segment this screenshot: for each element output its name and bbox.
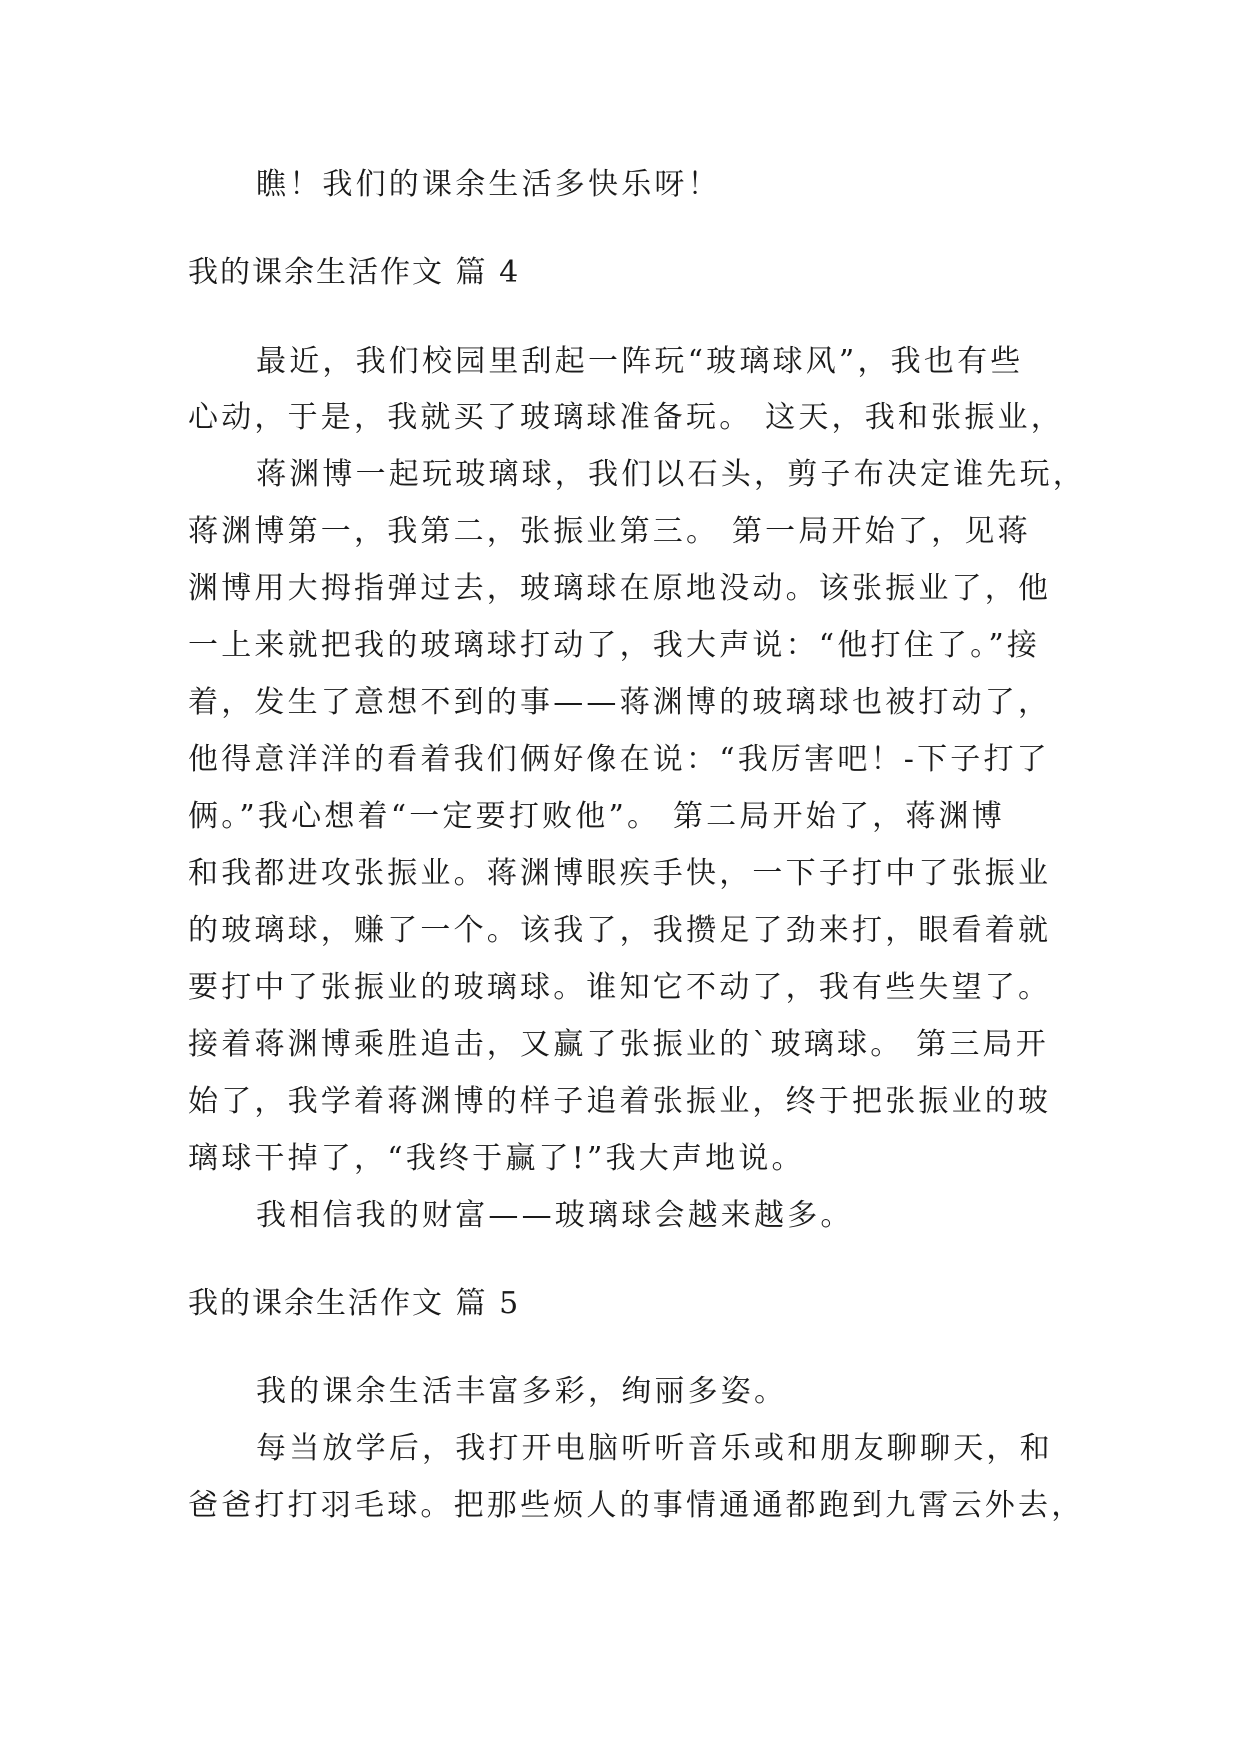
- text-line: 他得意洋洋的看着我们俩好像在说：“我厉害吧！-下子打了: [188, 742, 1050, 777]
- text-line: 每当放学后，我打开电脑听听音乐或和朋友聊聊天，和: [256, 1431, 1053, 1466]
- section-heading: 我的课余生活作文 篇 5: [188, 1286, 521, 1321]
- text-line: 最近，我们校园里刮起一阵玩“玻璃球风”，我也有些: [256, 344, 1024, 379]
- text-line: 始了，我学着蒋渊博的样子追着张振业，终于把张振业的玻: [188, 1084, 1052, 1119]
- text-line: 瞧！我们的课余生活多快乐呀！: [256, 167, 721, 202]
- text-line: 俩。”我心想着“一定要打败他”。 第二局开始了，蒋渊博: [188, 799, 1005, 834]
- text-line: 一上来就把我的玻璃球打动了，我大声说：“他打住了。”接: [188, 628, 1041, 663]
- text-line: 渊博用大拇指弹过去，玻璃球在原地没动。该张振业了，他: [188, 571, 1052, 606]
- text-line: 和我都进攻张振业。蒋渊博眼疾手快，一下子打中了张振业: [188, 856, 1052, 891]
- text-line: 我相信我的财富——玻璃球会越来越多。: [256, 1198, 854, 1233]
- text-line: 我的课余生活丰富多彩，绚丽多姿。: [256, 1374, 788, 1409]
- text-line: 璃球干掉了，“我终于赢了!”我大声地说。: [188, 1141, 805, 1176]
- text-line: 着，发生了意想不到的事——蒋渊博的玻璃球也被打动了，: [188, 685, 1052, 720]
- text-line: 蒋渊博一起玩玻璃球，我们以石头，剪子布决定谁先玩，: [256, 457, 1086, 492]
- text-line: 接着蒋渊博乘胜追击，又赢了张振业的`玻璃球。 第三局开: [188, 1027, 1049, 1062]
- text-line: 要打中了张振业的玻璃球。谁知它不动了，我有些失望了。: [188, 970, 1052, 1005]
- text-line: 的玻璃球，赚了一个。该我了，我攒足了劲来打，眼看着就: [188, 913, 1052, 948]
- text-line: 心动，于是，我就买了玻璃球准备玩。 这天，我和张振业，: [188, 400, 1064, 435]
- text-line: 蒋渊博第一，我第二，张振业第三。 第一局开始了，见蒋: [188, 514, 1031, 549]
- section-heading: 我的课余生活作文 篇 4: [188, 255, 521, 290]
- text-line: 爸爸打打羽毛球。把那些烦人的事情通通都跑到九霄云外去，: [188, 1488, 1085, 1523]
